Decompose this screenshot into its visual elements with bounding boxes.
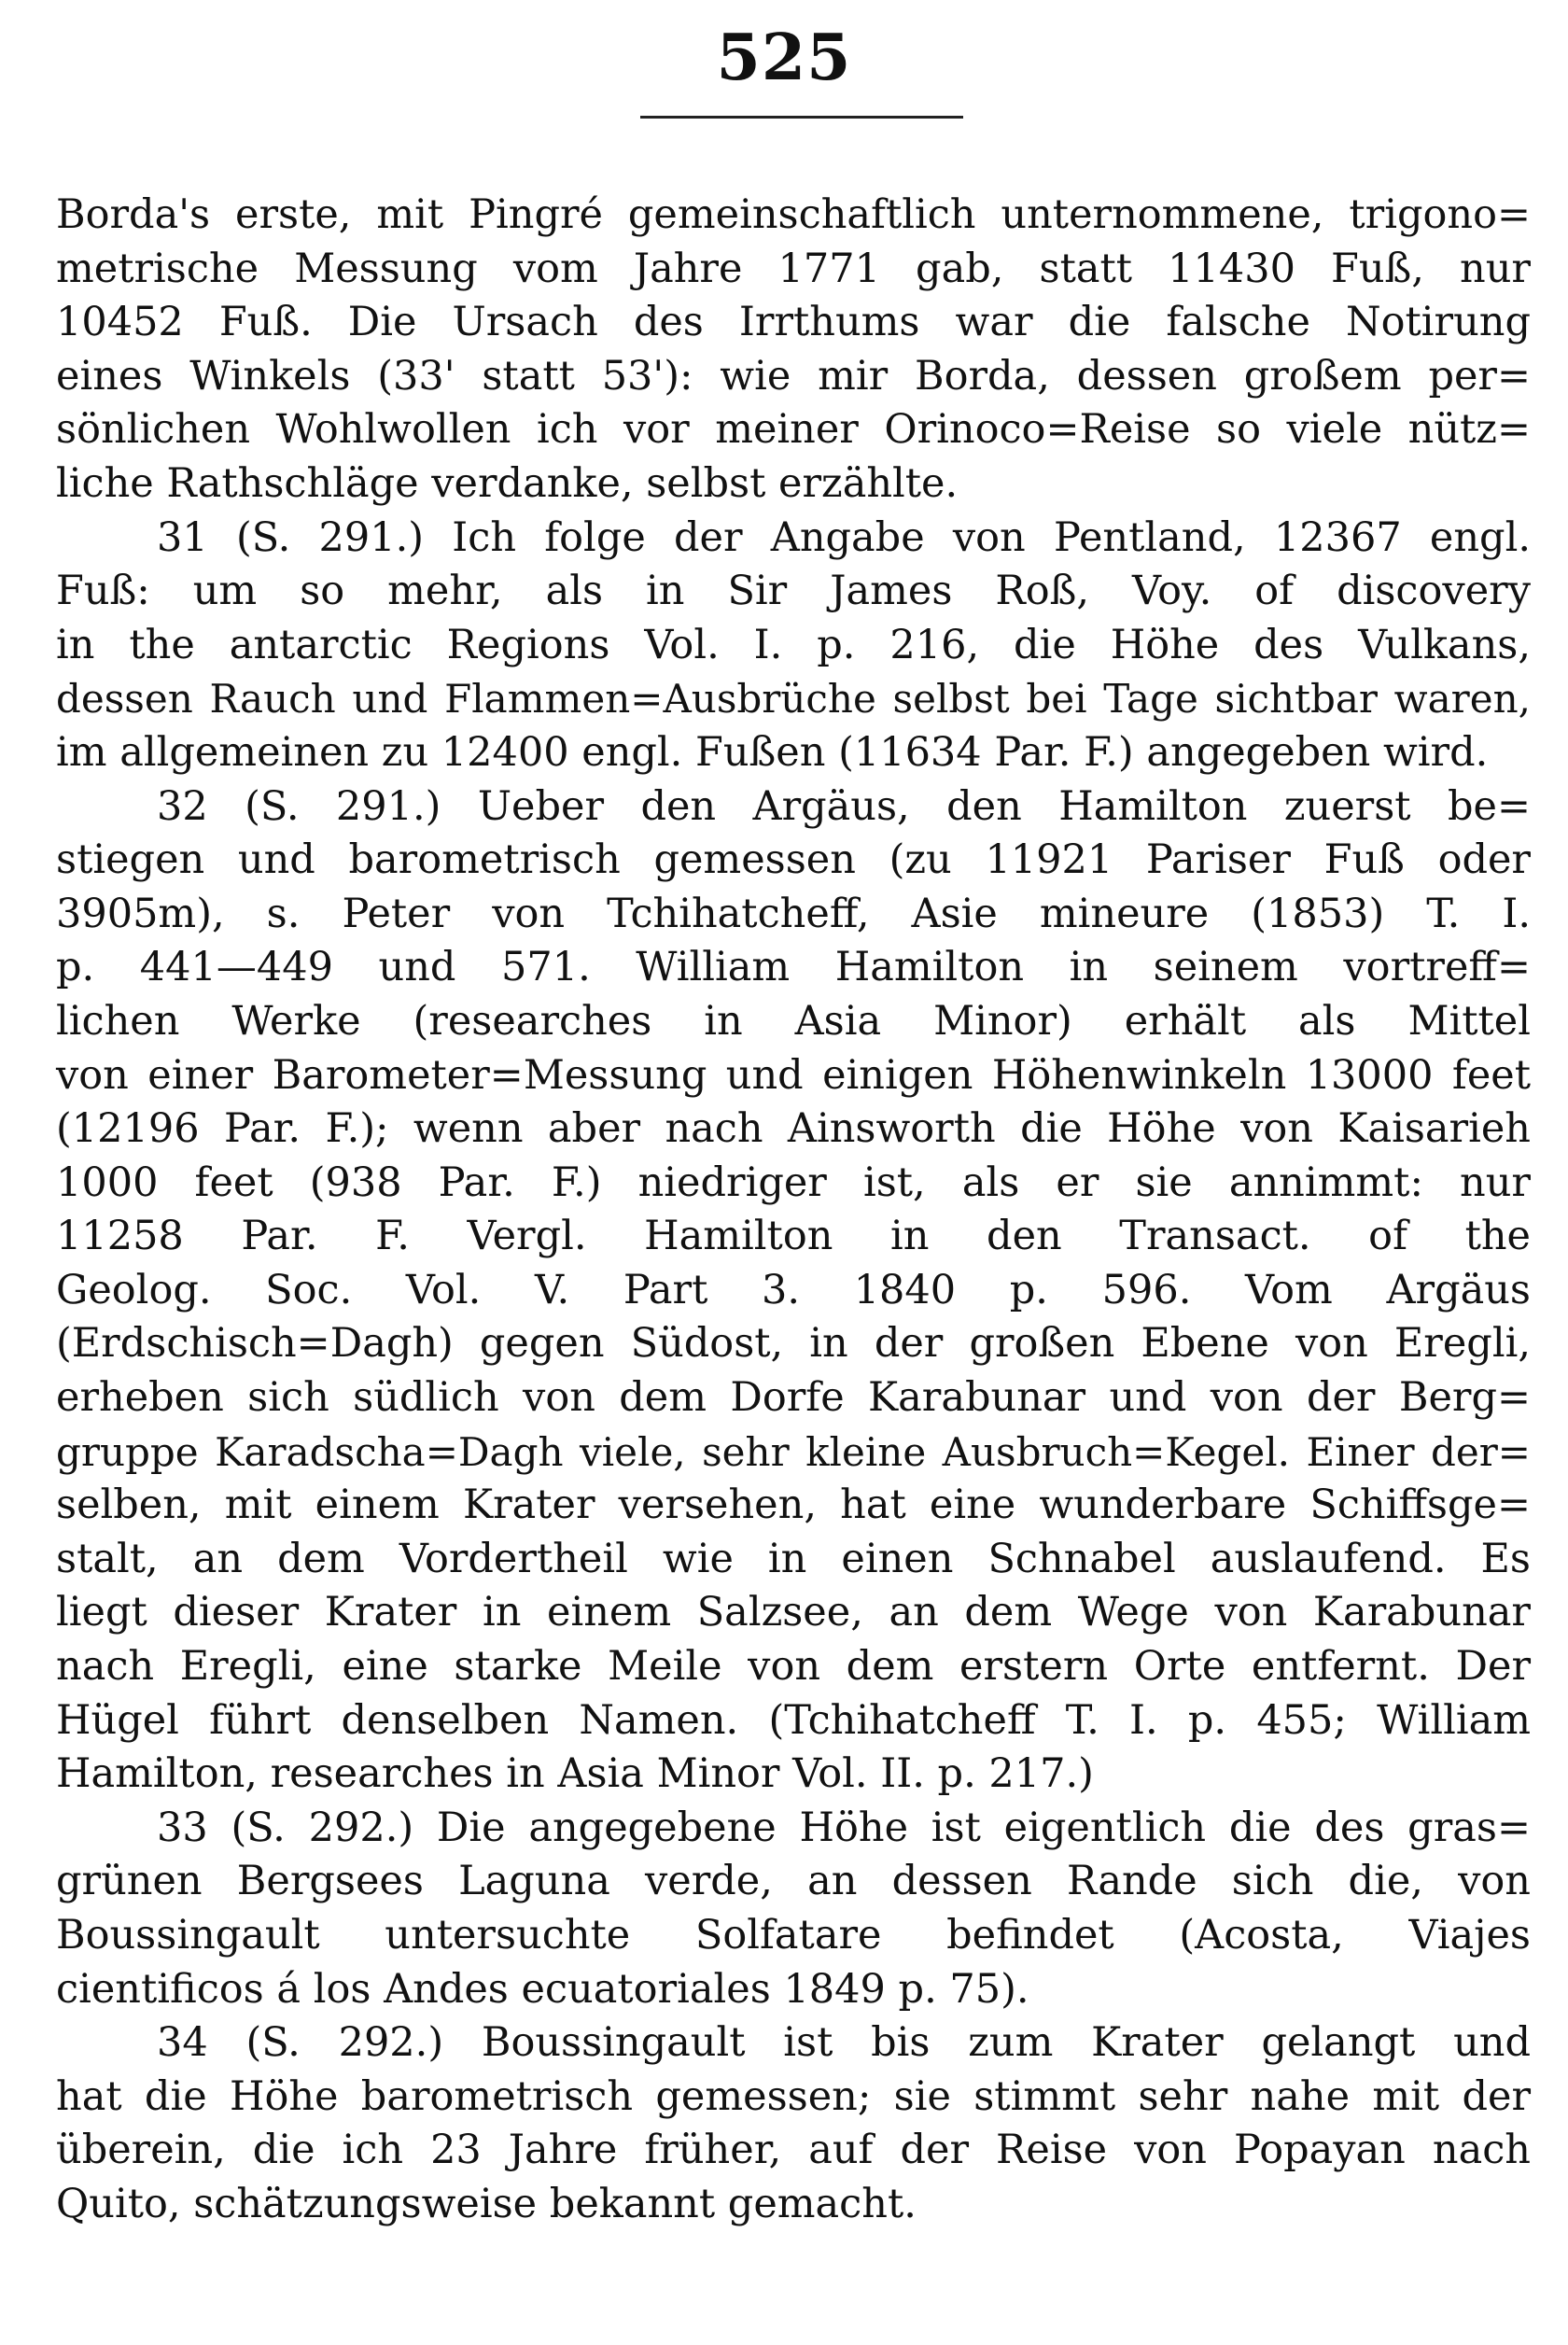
text-line: erheben sich südlich von dem Dorfe Karabunar und von der Berg= [56, 1374, 1531, 1422]
text-line: lichen Werke (researches in Asia Minor) erhält als Mittel [56, 997, 1531, 1045]
text-line: Fuß: um so mehr, als in Sir James Roß, Voy. of discovery [56, 568, 1531, 615]
text-line: im allgemeinen zu 12400 engl. Fußen (11634 Par. F.) angegeben wird. [56, 728, 1489, 776]
text-line: cientificos á los Andes ecuatoriales 1849 p. 75). [56, 1965, 1029, 2013]
footnote-33-start: 33 (S. 292.) Die angegebene Höhe ist eigentlich die des gras= [157, 1804, 1531, 1851]
text-line: Hamilton, researches in Asia Minor Vol. II. p. 217.) [56, 1750, 1094, 1798]
text-line: p. 441—449 und 571. William Hamilton in seinem vortreff= [56, 944, 1531, 991]
text-line: liegt dieser Krater in einem Salzsee, an dem Wege von Karabunar [56, 1589, 1531, 1636]
text-line: stiegen und barometrisch gemessen (zu 11921 Pariser Fuß oder [56, 836, 1531, 884]
text-line: sönlichen Wohlwollen ich vor meiner Orinoco=Reise so viele nütz= [56, 406, 1531, 454]
header-rule [640, 116, 963, 119]
page-number: 525 [716, 21, 852, 95]
text-line: Borda's erste, mit Pingré gemeinschaftlich unternommene, trigono= [56, 191, 1531, 238]
text-line: selben, mit einem Krater versehen, hat eine wunderbare Schiffsge= [56, 1481, 1531, 1529]
text-line: in the antarctic Regions Vol. I. p. 216, die Höhe des Vulkans, [56, 621, 1531, 668]
footnote-31-start: 31 (S. 291.) Ich folge der Angabe von Pentland, 12367 engl. [157, 513, 1531, 561]
text-line: metrische Messung vom Jahre 1771 gab, statt 11430 Fuß, nur [56, 245, 1531, 292]
text-line: eines Winkels (33' statt 53'): wie mir Borda, dessen großem per= [56, 352, 1531, 400]
text-line: 3905m), s. Peter von Tchihatcheff, Asie mineure (1853) T. I. [56, 890, 1531, 937]
text-line: (Erdschisch=Dagh) gegen Südost, in der großen Ebene von Eregli, [56, 1320, 1531, 1368]
body-text [56, 189, 1531, 2232]
text-line: (12196 Par. F.); wenn aber nach Ainsworth die Höhe von Kaisarieh [56, 1105, 1531, 1153]
text-line: liche Rathschläge verdanke, selbst erzählte. [56, 459, 959, 507]
text-line: 1000 feet (938 Par. F.) niedriger ist, als er sie annimmt: nur [56, 1158, 1531, 1206]
text-line: 11258 Par. F. Vergl. Hamilton in den Transact. of the [56, 1213, 1531, 1260]
text-line: hat die Höhe barometrisch gemessen; sie stimmt sehr nahe mit der [56, 2072, 1531, 2120]
text-line: dessen Rauch und Flammen=Ausbrüche selbst bei Tage sichtbar waren, [56, 676, 1531, 723]
text-line: nach Eregli, eine starke Meile von dem erstern Orte entfernt. Der [56, 1643, 1531, 1691]
text-line: Hügel führt denselben Namen. (Tchihatcheff T. I. p. 455; William [56, 1696, 1531, 1744]
text-line: Quito, schätzungsweise bekannt gemacht. [56, 2180, 917, 2227]
text-line: Boussingault untersuchte Solfatare befindet (Acosta, Viajes [56, 1912, 1531, 1959]
text-line: 10452 Fuß. Die Ursach des Irrthums war die falsche Notirung [56, 299, 1531, 346]
text-line: von einer Barometer=Messung und einigen Höhenwinkeln 13000 feet [56, 1051, 1531, 1099]
text-line: stalt, an dem Vordertheil wie in einen Schnabel auslaufend. Es [56, 1535, 1531, 1582]
text-line: gruppe Karadscha=Dagh viele, sehr kleine Ausbruch=Kegel. Einer der= [56, 1428, 1531, 1475]
footnote-32-start: 32 (S. 291.) Ueber den Argäus, den Hamilton zuerst be= [157, 782, 1531, 830]
text-line: grünen Bergsees Laguna verde, an dessen Rande sich die, von [56, 1858, 1531, 1905]
text-line: überein, die ich 23 Jahre früher, auf der Reise von Popayan nach [56, 2127, 1531, 2174]
text-line: Geolog. Soc. Vol. V. Part 3. 1840 p. 596. Vom Argäus [56, 1266, 1531, 1313]
footnote-34-start: 34 (S. 292.) Boussingault ist bis zum Krater gelangt und [157, 2019, 1531, 2067]
